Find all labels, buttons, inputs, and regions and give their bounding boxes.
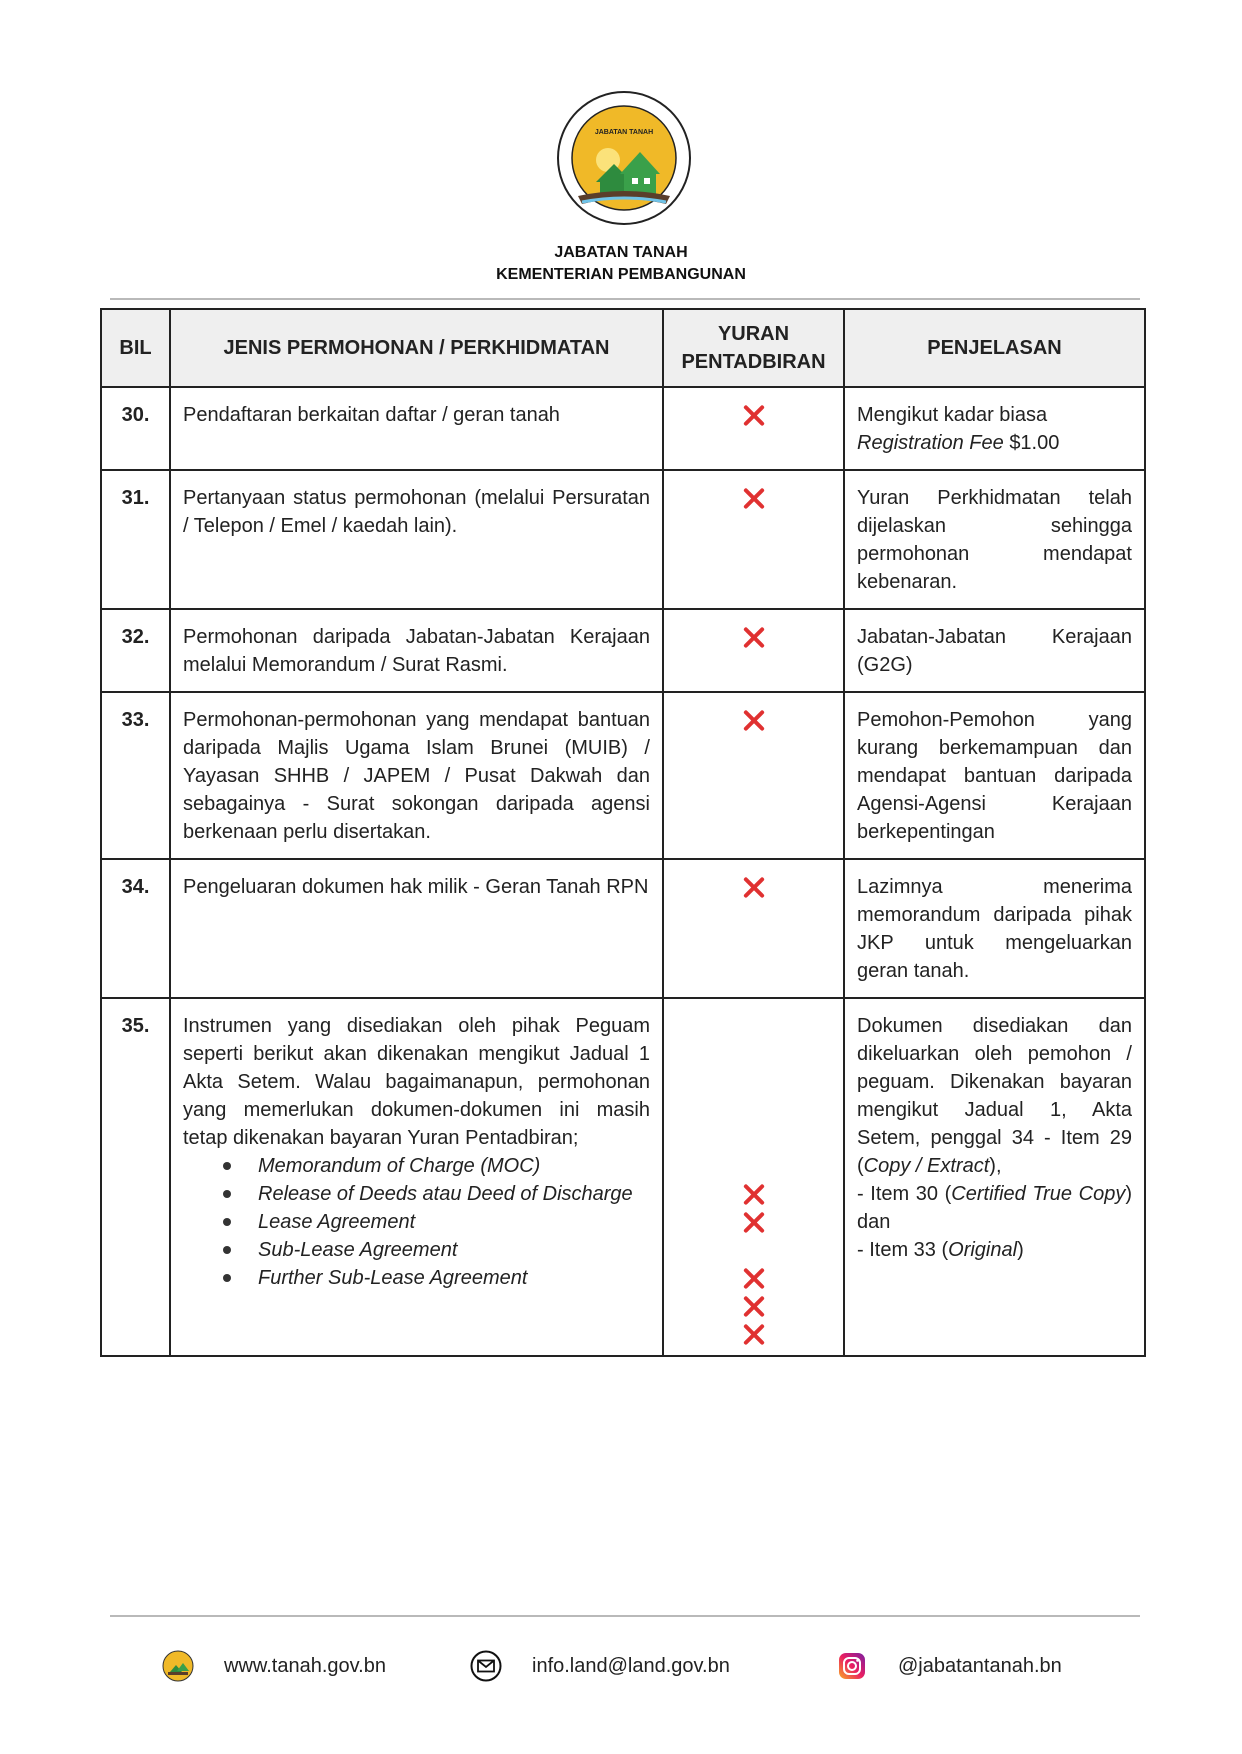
row-explanation: Pemohon-Pemohon yang kurang berkemampuan dan mendapat bantuan daripada Agensi-Agensi Kerajaan berkepentingan [844,692,1145,859]
row-number: 30. [101,387,170,470]
ministry-name: KEMENTERIAN PEMBANGUNAN [496,266,746,283]
list-item: Memorandum of Charge (MOC) [183,1152,650,1180]
instagram-icon [836,1650,868,1682]
table-row [101,387,1145,470]
email-icon [470,1650,502,1682]
header-penjelasan: PENJELASAN [844,309,1145,387]
jabatan-tanah-small-logo-icon [162,1650,194,1682]
instagram-handle[interactable]: @jabatantanah.bn [898,1654,1062,1677]
cross-icon [742,1210,766,1234]
row-service: Pertanyaan status permohonan (melalui Persuratan / Telepon / Emel / kaedah lain). [170,470,663,609]
bottom-divider [110,1615,1140,1617]
cross-icon [742,875,766,899]
logo-text: JABATAN TANAH [594,129,654,136]
footer-instagram[interactable] [836,1650,1062,1682]
row-number: 35. [101,998,170,1356]
top-divider [110,298,1140,300]
list-item: Further Sub-Lease Agreement [183,1264,650,1292]
row-number: 31. [101,470,170,609]
row-service: Pengeluaran dokumen hak milik - Geran Tanah RPN [170,859,663,998]
row-explanation: Yuran Perkhidmatan telah dijelaskan sehingga permohonan mendapat kebenaran. [844,470,1145,609]
row-service: Permohonan-permohonan yang mendapat bantuan daripada Majlis Ugama Islam Brunei (MUIB) / Yayasan SHHB / JAPEM / Pusat Dakwah dan sebagainya - Surat sokongan daripada agensi berkenaan perlu disertakan. [170,692,663,859]
table-row [101,692,1145,859]
cross-icon [742,486,766,510]
header-jenis: JENIS PERMOHONAN / PERKHIDMATAN [170,309,663,387]
footer-email[interactable] [470,1650,730,1682]
footer-website[interactable] [162,1650,386,1682]
website-link[interactable]: www.tanah.gov.bn [224,1654,386,1677]
table-header-row [101,309,1145,387]
row-explanation: Jabatan-Jabatan Kerajaan (G2G) [844,609,1145,692]
jabatan-tanah-logo [556,90,692,226]
list-item: Release of Deeds atau Deed of Discharge [183,1180,650,1208]
row-service: Permohonan daripada Jabatan-Jabatan Kerajaan melalui Memorandum / Surat Rasmi. [170,609,663,692]
row-service-intro: Instrumen yang disediakan oleh pihak Peguam seperti berikut akan dikenakan mengikut Jadual 1 Akta Setem. Walau bagaimanapun, permohonan yang memerlukan dokumen-dokumen ini masih tetap dikenakan bayaran Yuran Pentadbiran; [183,1015,650,1149]
header-bil: BIL [101,309,170,387]
row-explanation: Dokumen disediakan dan dikeluarkan oleh pemohon / peguam. Dikenakan bayaran mengikut Jadual 1, Akta Setem, penggal 34 - Item 29 (Copy / Extract), - Item 30 (Certified True Copy) dan - Item 33 (Original) [844,998,1145,1356]
cross-icon [742,1322,766,1346]
row-service [170,998,663,1356]
table-row [101,998,1145,1356]
cross-icon [742,708,766,732]
cross-icon [742,625,766,649]
table-row [101,609,1145,692]
row-number: 32. [101,609,170,692]
fee-table [100,308,1146,1357]
row-number: 33. [101,692,170,859]
row-explanation: Mengikut kadar biasa Registration Fee $1.00 [844,387,1145,470]
header-yuran: YURAN PENTADBIRAN [663,309,844,387]
row-explanation: Lazimnya menerima memorandum daripada pihak JKP untuk mengeluarkan geran tanah. [844,859,1145,998]
row-number: 34. [101,859,170,998]
cross-icon [742,1266,766,1290]
org-name: JABATAN TANAH [554,244,688,261]
cross-icon [742,403,766,427]
cross-icon [742,1294,766,1318]
list-item: Sub-Lease Agreement [183,1236,650,1264]
cross-icon [742,1182,766,1206]
instrument-list [183,1152,650,1292]
table-row [101,470,1145,609]
list-item: Lease Agreement [183,1208,650,1236]
row-service: Pendaftaran berkaitan daftar / geran tanah [170,387,663,470]
table-row [101,859,1145,998]
email-link[interactable]: info.land@land.gov.bn [532,1654,730,1677]
